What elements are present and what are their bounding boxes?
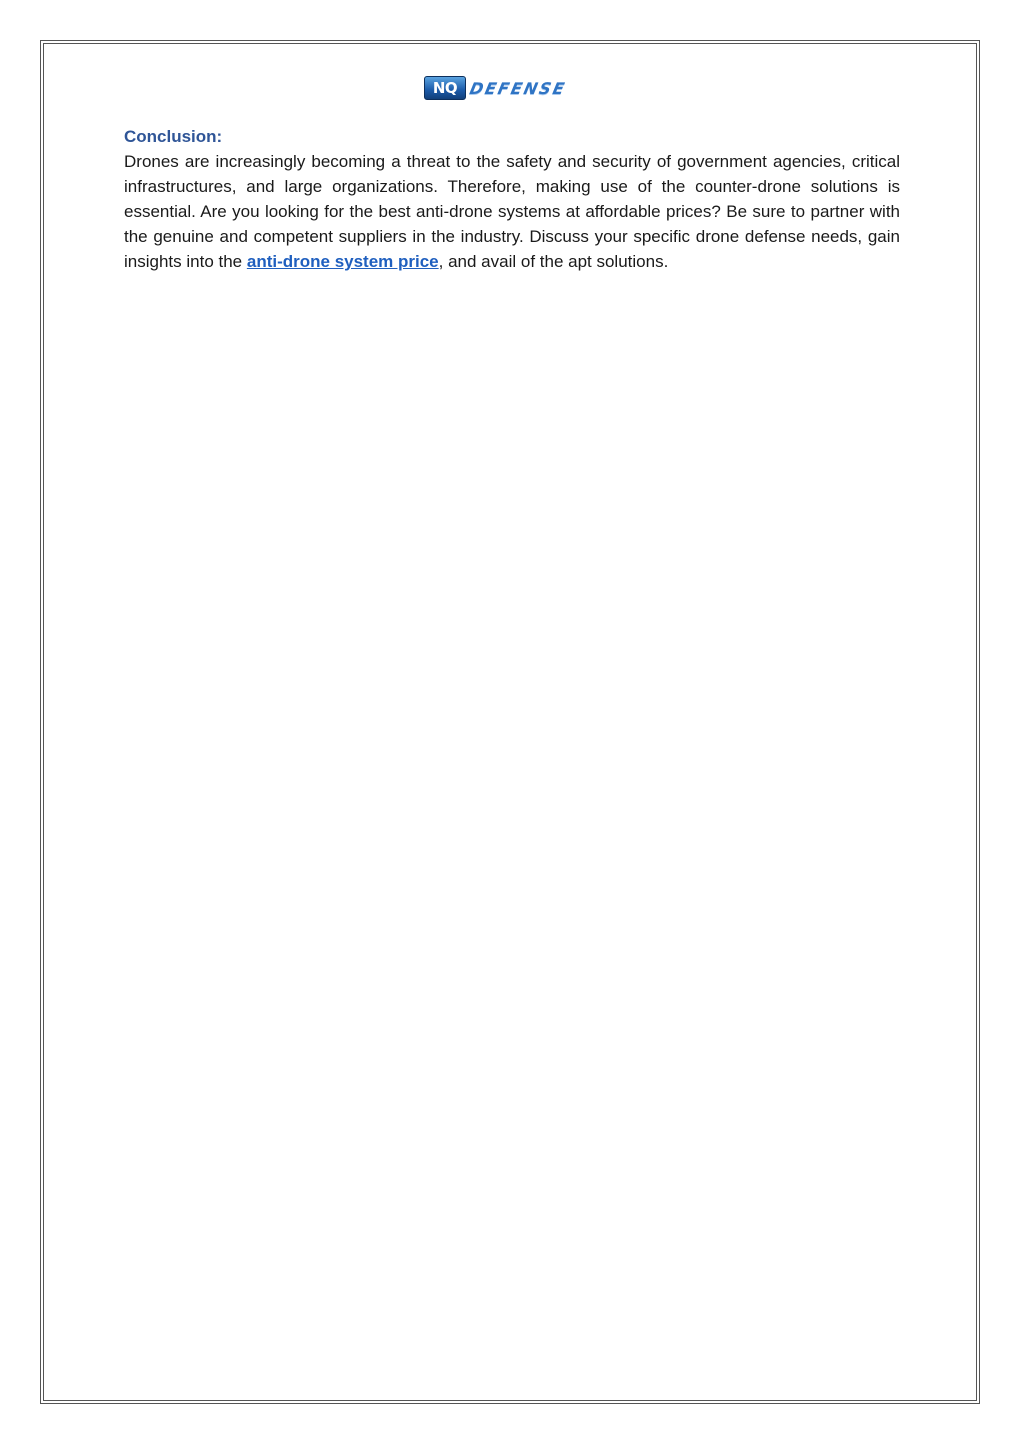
logo-mark: NQ (424, 76, 466, 100)
section-heading: Conclusion: (124, 127, 223, 146)
paragraph-text-after-link: , and avail of the apt solutions. (438, 252, 669, 271)
document-body (124, 124, 900, 274)
paragraph-text-before-link: Drones are increasingly becoming a threat to the safety and security of government agencies, critical infrastructures, and large organizations. Therefore, making use of the counter-drone solutions is essential. Are you looking for the best anti-drone systems at affordable prices? Be sure to partner with the genuine and competent suppliers in the industry. Discuss your specific drone defense needs, gain insights into the (124, 152, 900, 271)
logo-wordmark: DEFENSE (467, 78, 568, 98)
anti-drone-price-link[interactable]: anti-drone system price (246, 252, 439, 271)
nq-defense-logo (424, 74, 608, 102)
conclusion-paragraph (124, 149, 900, 274)
